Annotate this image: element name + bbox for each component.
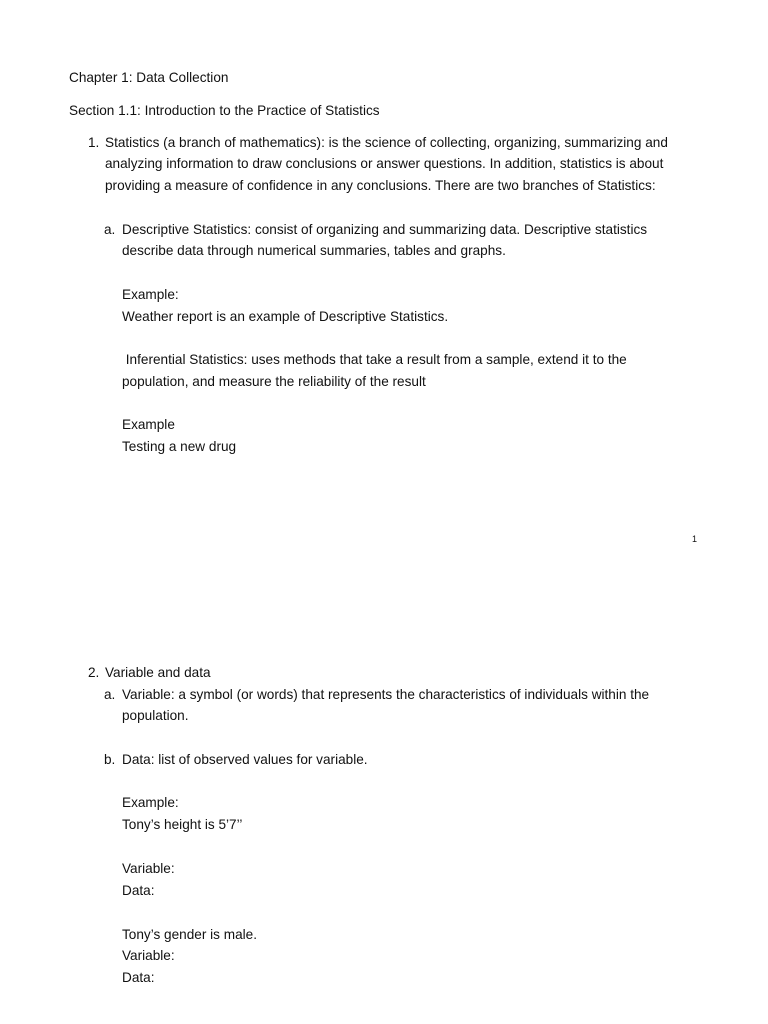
data-label: Data: — [122, 970, 155, 985]
example-label: Example — [122, 417, 175, 432]
list-item-text-line: providing a measure of confidence in any conclusions. There are two branches of Statistics: — [105, 178, 656, 193]
example-label: Example: — [122, 287, 179, 302]
list-number: 1. — [88, 135, 100, 150]
example-text: Tony’s gender is male. — [122, 927, 258, 942]
sub-item-text-line: Descriptive Statistics: consist of organizing and summarizing data. Descriptive statistics — [122, 222, 648, 237]
sub-item-letter: a. — [104, 687, 116, 702]
example-label: Example: — [122, 795, 179, 810]
data-label: Data: — [122, 883, 155, 898]
sub-item-text-line: Data: list of observed values for variable. — [122, 752, 368, 767]
variable-label: Variable: — [122, 948, 175, 963]
sub-item-text-line: population. — [122, 708, 189, 723]
list-item-text-line: analyzing information to draw conclusions or answer questions. In addition, statistics is about — [105, 156, 664, 171]
section-title: Section 1.1: Introduction to the Practice of Statistics — [69, 103, 380, 118]
sub-item-letter: b. — [104, 752, 116, 767]
sub-item-letter: a. — [104, 222, 116, 237]
inferential-text-line: Inferential Statistics: uses methods that take a result from a sample, extend it to the — [122, 352, 627, 367]
list-item-title: Variable and data — [105, 665, 211, 680]
list-number: 2. — [88, 665, 100, 680]
variable-label: Variable: — [122, 861, 175, 876]
example-text: Testing a new drug — [122, 439, 237, 454]
list-item-text-line: Statistics (a branch of mathematics): is the science of collecting, organizing, summarizing and — [105, 135, 668, 150]
example-text: Weather report is an example of Descriptive Statistics. — [122, 309, 449, 324]
example-text: Tony’s height is 5’7’’ — [122, 817, 243, 832]
sub-item-text-line: Variable: a symbol (or words) that represents the characteristics of individuals within the — [122, 687, 650, 702]
chapter-title: Chapter 1: Data Collection — [69, 70, 229, 85]
page-number: 1 — [692, 534, 698, 544]
inferential-text-line: population, and measure the reliability of the result — [122, 374, 426, 389]
sub-item-text-line: describe data through numerical summaries, tables and graphs. — [122, 243, 506, 258]
